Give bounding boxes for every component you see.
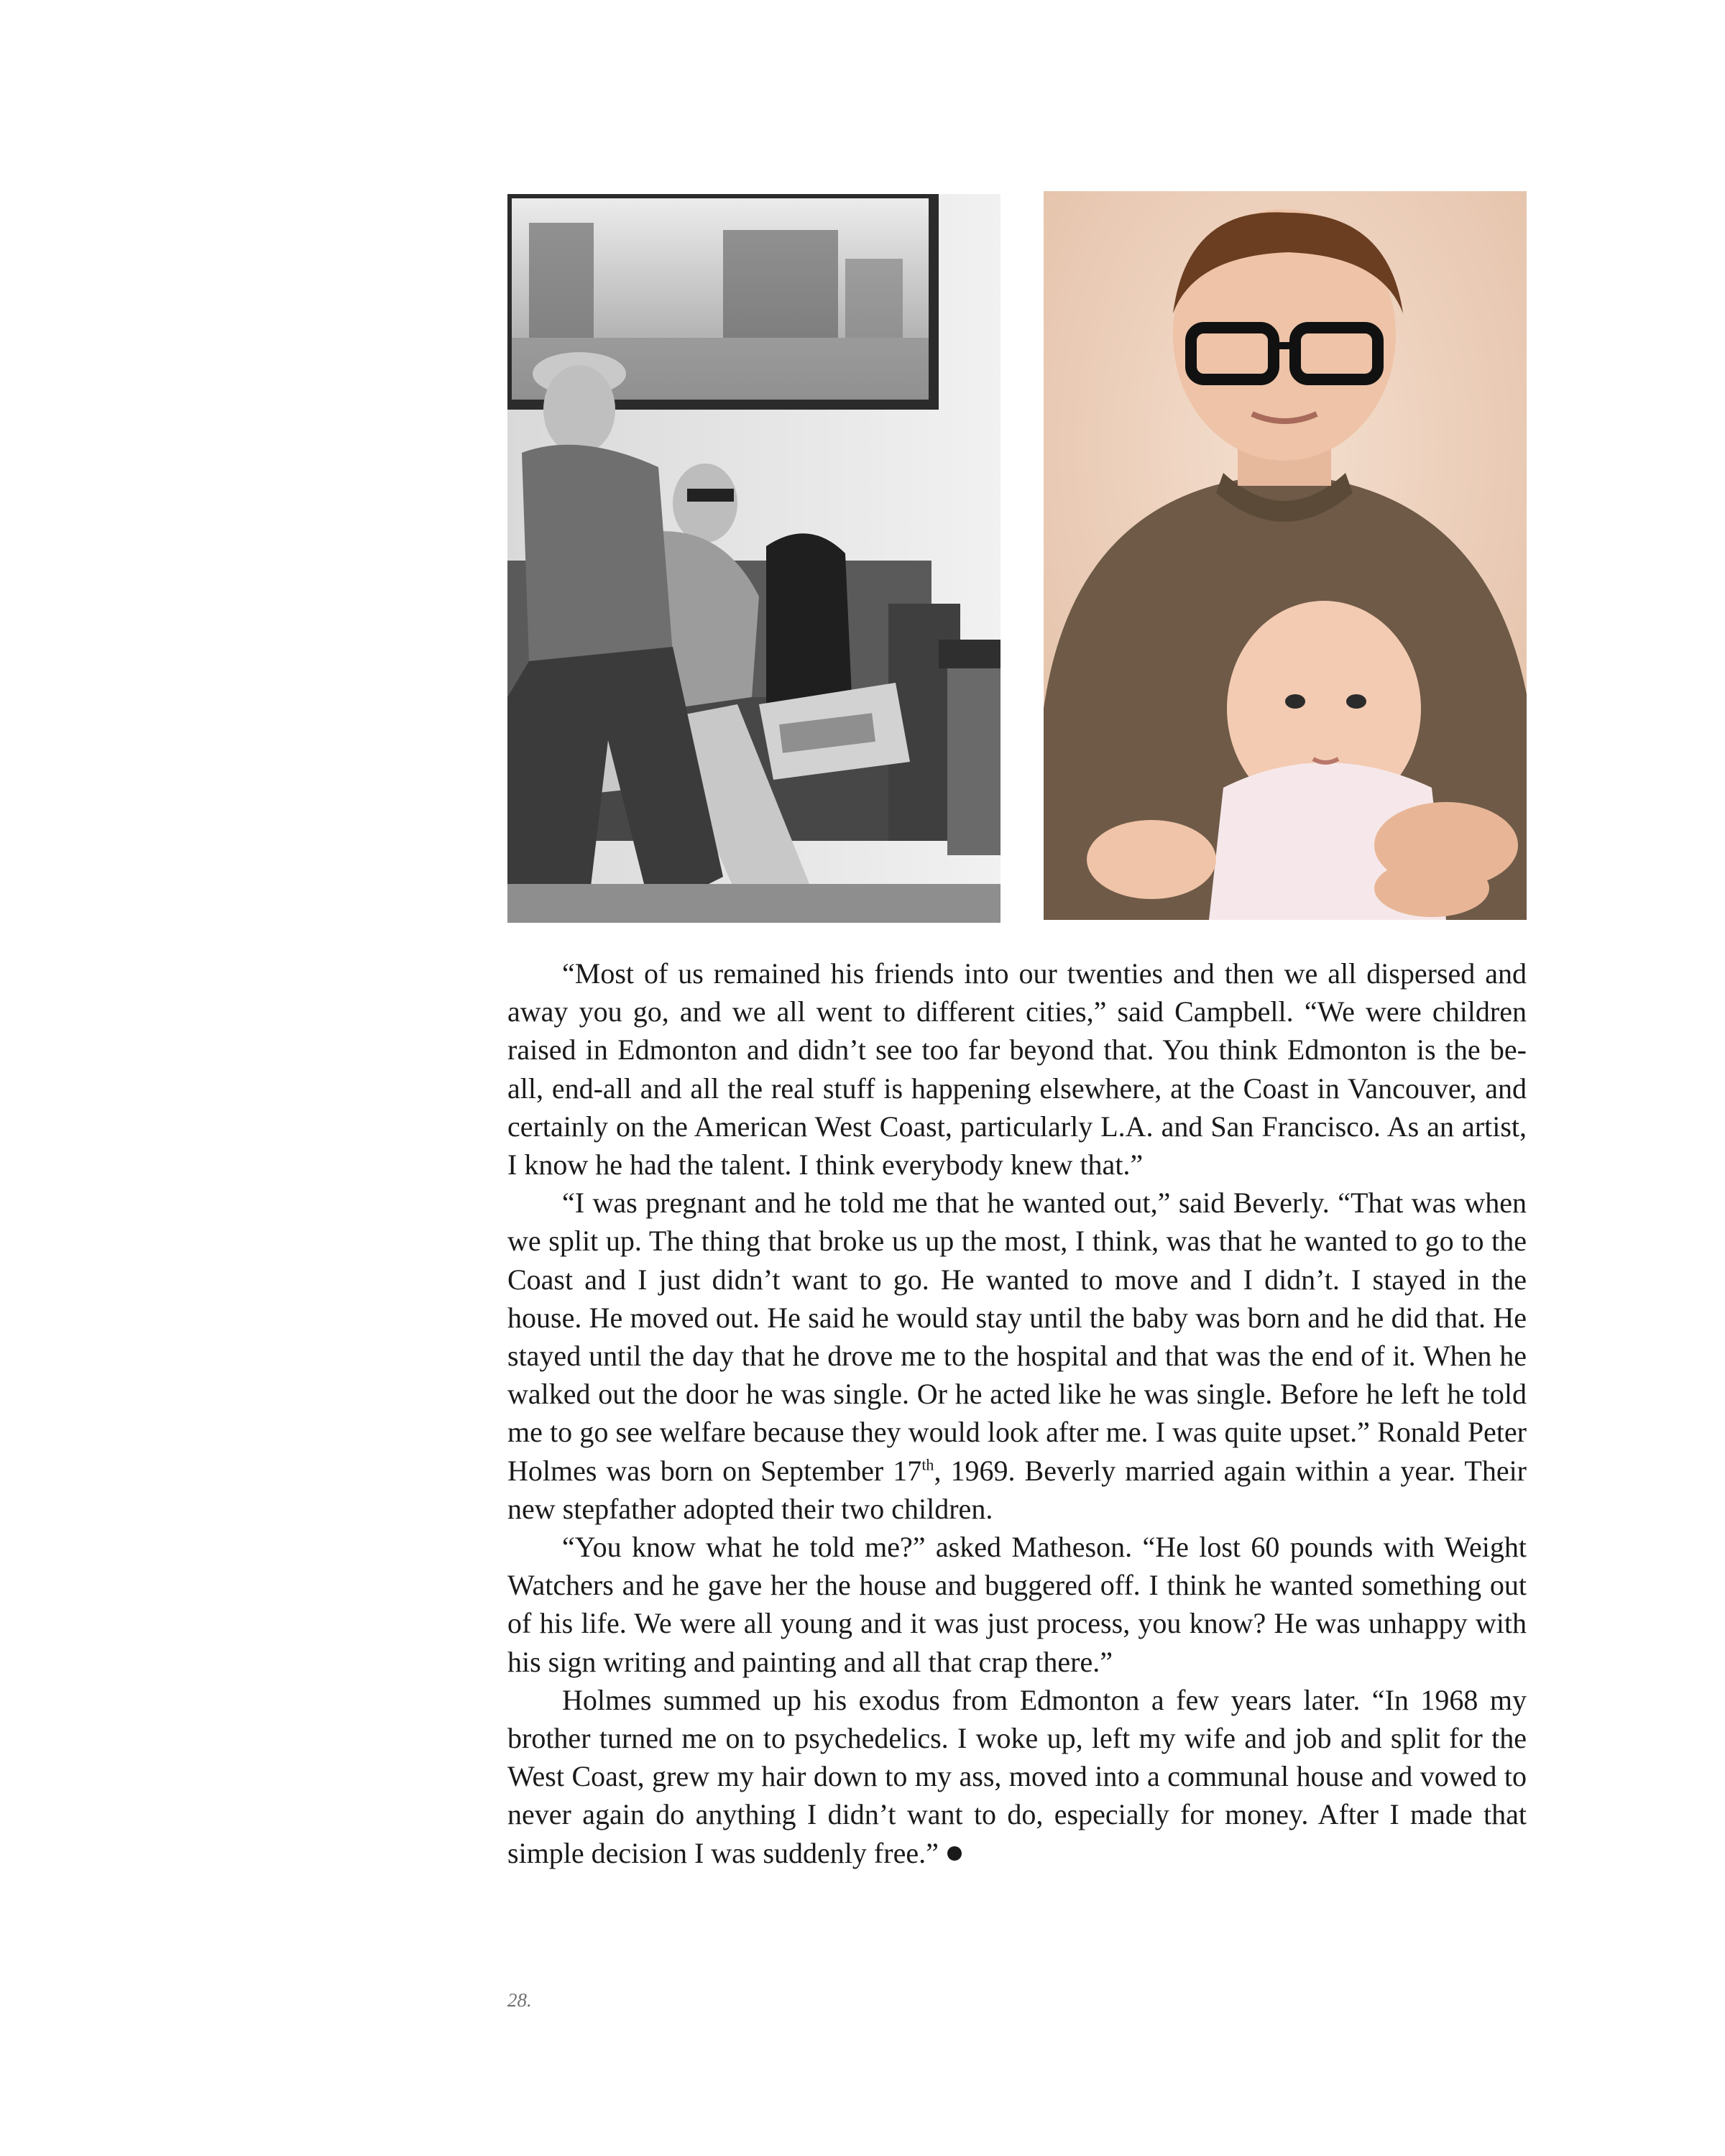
paragraph-holmes xyxy=(507,1681,1527,1872)
article-body xyxy=(507,954,1527,1872)
paragraph-campbell: “Most of us remained his friends into our twenties and then we all dispersed and away you go, and we all went to different cities,” said Campbell. “We were children raised in Edmonton and didn’t see too far beyond that. You think Edmonton is the be-all, end-all and all the real stuff is happening elsewhere, at the Coast in Vancouver, and certainly on the American West Coast, particularly L.A. and San Francisco. As an artist, I know he had the talent. I think everybody knew that.” xyxy=(507,957,1527,1181)
paragraph-beverly xyxy=(507,1184,1527,1528)
photo-man-with-baby xyxy=(1044,191,1527,920)
page-number: 28. xyxy=(507,1989,532,2011)
photo-couple-on-sofa xyxy=(507,194,1000,923)
photo-couple-on-sofa-image xyxy=(507,194,1000,923)
paragraph-matheson: “You know what he told me?” asked Matheson. “He lost 60 pounds with Weight Watchers and he gave her the house and buggered off. I think he wanted something out of his life. We were all young and it was just process, you know? He was unhappy with his sign writing and painting and all that crap there.” xyxy=(507,1531,1527,1678)
photo-man-with-baby-image xyxy=(1044,191,1527,920)
ordinal-suffix: th xyxy=(921,1455,934,1474)
end-of-article-dot-icon xyxy=(947,1846,962,1861)
paragraph-beverly-text-end: , 1969. Beverly married again within a year. Their new stepfather adopted their two children. xyxy=(507,1454,1527,1525)
paragraph-holmes-text: Holmes summed up his exodus from Edmonton a few years later. “In 1968 my brother turned me on to psychedelics. I woke up, left my wife and job and split for the West Coast, grew my hair down to my ass, moved into a communal house and vowed to never again do anything I didn’t want to do, especially for money. After I made that simple decision I was suddenly free.” xyxy=(507,1683,1527,1869)
paragraph-beverly-text: “I was pregnant and he told me that he wanted out,” said Beverly. “That was when we split up. The thing that broke us up the most, I think, was that he wanted to go to the Coast and I just didn’t want to go. He wanted to move and I didn’t. I stayed in the house. He moved out. He said he would stay until the baby was born and he did that. He stayed until the day that he drove me to the hospital and that was the end of it. When he walked out the door he was single. Or he acted like he was single. Before he left he told me to go see welfare because they would look after me. I was quite upset.” Ronald Peter Holmes was born on September 17 xyxy=(507,1187,1527,1487)
